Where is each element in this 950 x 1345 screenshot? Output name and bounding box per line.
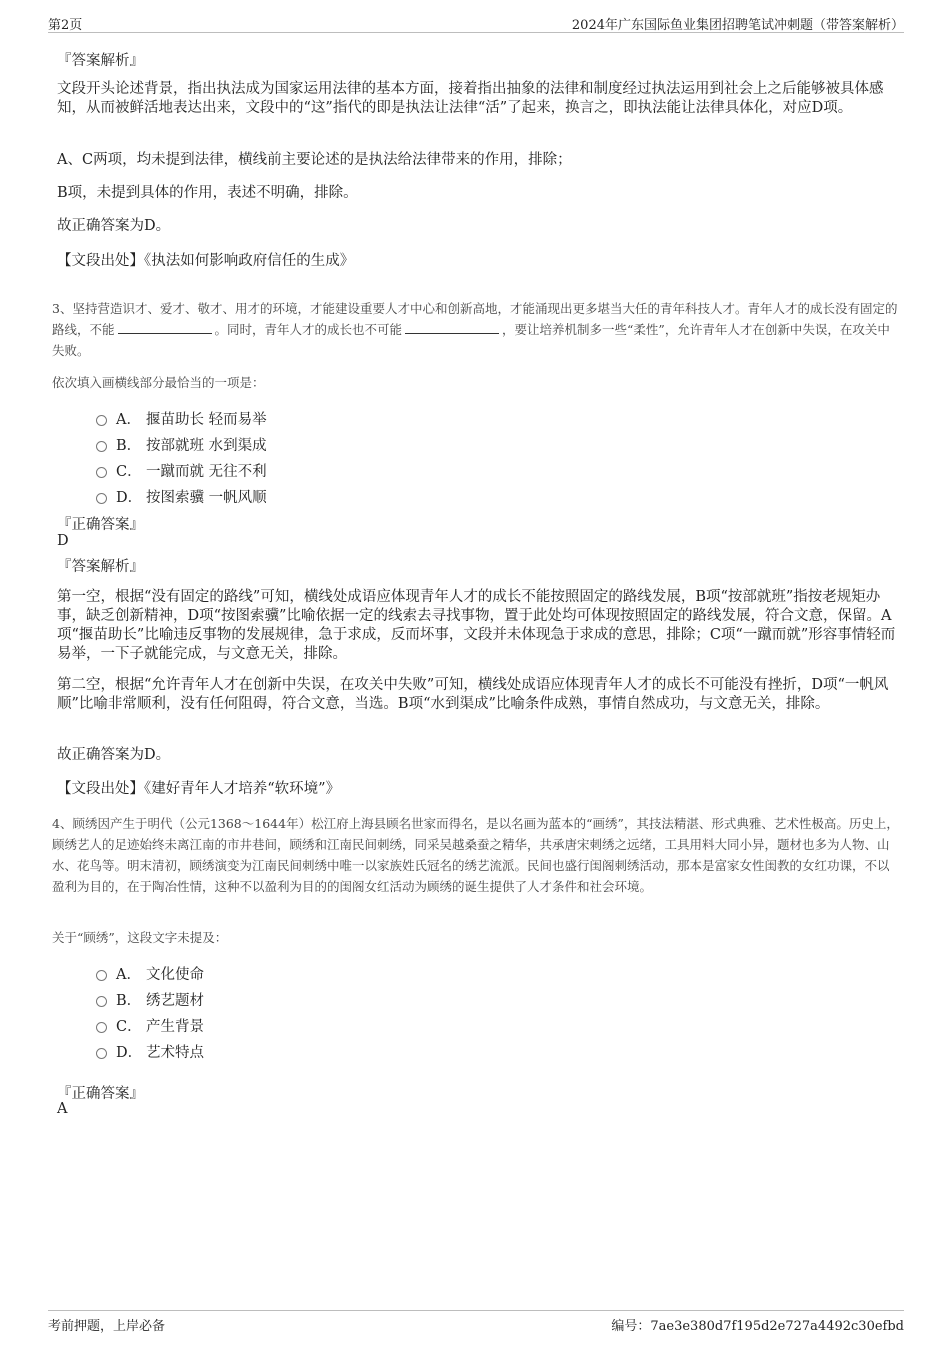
document-title: 2024年广东国际鱼业集团招聘笔试冲刺题（带答案解析）: [571, 18, 904, 33]
question-prompt: 关于“顾绣”，这段文字未提及：: [52, 930, 228, 945]
option-list: [96, 405, 496, 509]
analysis-paragraph: A、C两项，均未提到法律，横线前主要论述的是执法给法律带来的作用，排除；: [57, 152, 572, 168]
fill-blank: [405, 321, 499, 334]
document-code: 编号：7ae3e380d7f195d2e727a4492c30efbd: [611, 1319, 904, 1334]
analysis-paragraph: B项，未提到具体的作用，表述不明确，排除。: [57, 185, 358, 201]
correct-answer: A: [57, 1101, 68, 1117]
question-stem: 3、坚持营造识才、爱才、敬才、用才的环境，才能建设重要人才中心和创新高地，才能涌现出更多堪当大任的青年科技人才。青年人才的成长没有固定的路线，不能 。同时，青年人才的成长也不可能 ，要让培养机制多一些“柔性”，允许青年人才在创新中失误，在攻关中失败。: [52, 301, 898, 358]
radio-icon[interactable]: [96, 441, 107, 452]
radio-icon[interactable]: [96, 467, 107, 478]
analysis-label: 『答案解析』: [57, 559, 144, 575]
page-number: 第2页: [48, 18, 83, 33]
correct-answer-label: 『正确答案』: [57, 517, 144, 533]
question-stem: 4、顾绣因产生于明代（公元1368～1644年）松江府上海县顾名世家而得名，是以名画为蓝本的“画绣”，其技法精湛、形式典雅、艺术性极高。历史上，顾绣艺人的足迹始终未离江南的市井巷间，顾绣和江南民间刺绣，同采吴越桑蚕之精华，共承唐宋刺绣之远绪，工具用料大同小异，题材也多为人物、山水、花鸟等。明末清初，顾绣演变为江南民间刺绣中唯一以家族姓氏冠名的绣艺流派。民间也盛行闺阁刺绣活动，那本是富家女性闺教的女红功课，不以盈利为目的，在于陶冶性情，这种不以盈利为目的的闺阁女红活动为顾绣的诞生提供了人才条件和社会环境。: [52, 816, 899, 894]
option-a[interactable]: A． 揠苗助长 轻而易举: [96, 405, 496, 431]
answer-conclusion: 故正确答案为D。: [57, 747, 171, 763]
option-c[interactable]: C． 产生背景: [96, 1012, 496, 1038]
correct-answer: D: [57, 533, 69, 549]
radio-icon[interactable]: [96, 493, 107, 504]
radio-icon[interactable]: [96, 996, 107, 1007]
correct-answer-label: 『正确答案』: [57, 1086, 144, 1102]
radio-icon[interactable]: [96, 415, 107, 426]
radio-icon[interactable]: [96, 970, 107, 981]
page-header: [48, 12, 904, 33]
option-c[interactable]: C． 一蹴而就 无往不利: [96, 457, 496, 483]
question-prompt: 依次填入画横线部分最恰当的一项是：: [52, 375, 265, 390]
analysis-paragraph: 文段开头论述背景，指出执法成为国家运用法律的基本方面，接着指出抽象的法律和制度经过执法运用到社会上之后能够被具体感知，从而被鲜活地表达出来，文段中的“这”指代的即是执法让法律“活”了起来，换言之，即执法能让法律具体化，对应D项。: [57, 81, 884, 116]
radio-icon[interactable]: [96, 1048, 107, 1059]
analysis-label: 『答案解析』: [57, 53, 144, 69]
option-b[interactable]: B． 按部就班 水到渠成: [96, 431, 496, 457]
footer-slogan: 考前押题，上岸必备: [48, 1319, 166, 1334]
source-citation: 【文段出处】《建好青年人才培养“软环境”》: [57, 781, 341, 797]
page-footer: [48, 1310, 904, 1335]
option-d[interactable]: D． 按图索骥 一帆风顺: [96, 483, 496, 509]
answer-conclusion: 故正确答案为D。: [57, 218, 171, 234]
option-b[interactable]: B． 绣艺题材: [96, 986, 496, 1012]
analysis-paragraph: 第一空，根据“没有固定的路线”可知，横线处成语应体现青年人才的成长不能按照固定的路线发展，B项“按部就班”指按老规矩办事，缺乏创新精神，D项“按图索骥”比喻依据一定的线索去寻找事物，置于此处均可体现按照固定的路线发展，符合文意，保留。A项“揠苗助长”比喻违反事物的发展规律，急于求成，反而坏事，文段并未体现急于求成的意思，排除；C项“一蹴而就”形容事情轻而易举，一下子就能完成，与文意无关，排除。: [57, 589, 896, 662]
option-d[interactable]: D． 艺术特点: [96, 1038, 496, 1064]
option-list: [96, 960, 496, 1064]
analysis-paragraph: 第二空，根据“允许青年人才在创新中失误，在攻关中失败”可知，横线处成语应体现青年人才的成长不可能没有挫折，D项“一帆风顺”比喻非常顺利，没有任何阻碍，符合文意，当选。B项“水到渠成”比喻条件成熟，事情自然成功，与文意无关，排除。: [57, 677, 889, 712]
option-a[interactable]: A． 文化使命: [96, 960, 496, 986]
fill-blank: [118, 321, 212, 334]
source-citation: 【文段出处】《执法如何影响政府信任的生成》: [57, 253, 355, 269]
radio-icon[interactable]: [96, 1022, 107, 1033]
